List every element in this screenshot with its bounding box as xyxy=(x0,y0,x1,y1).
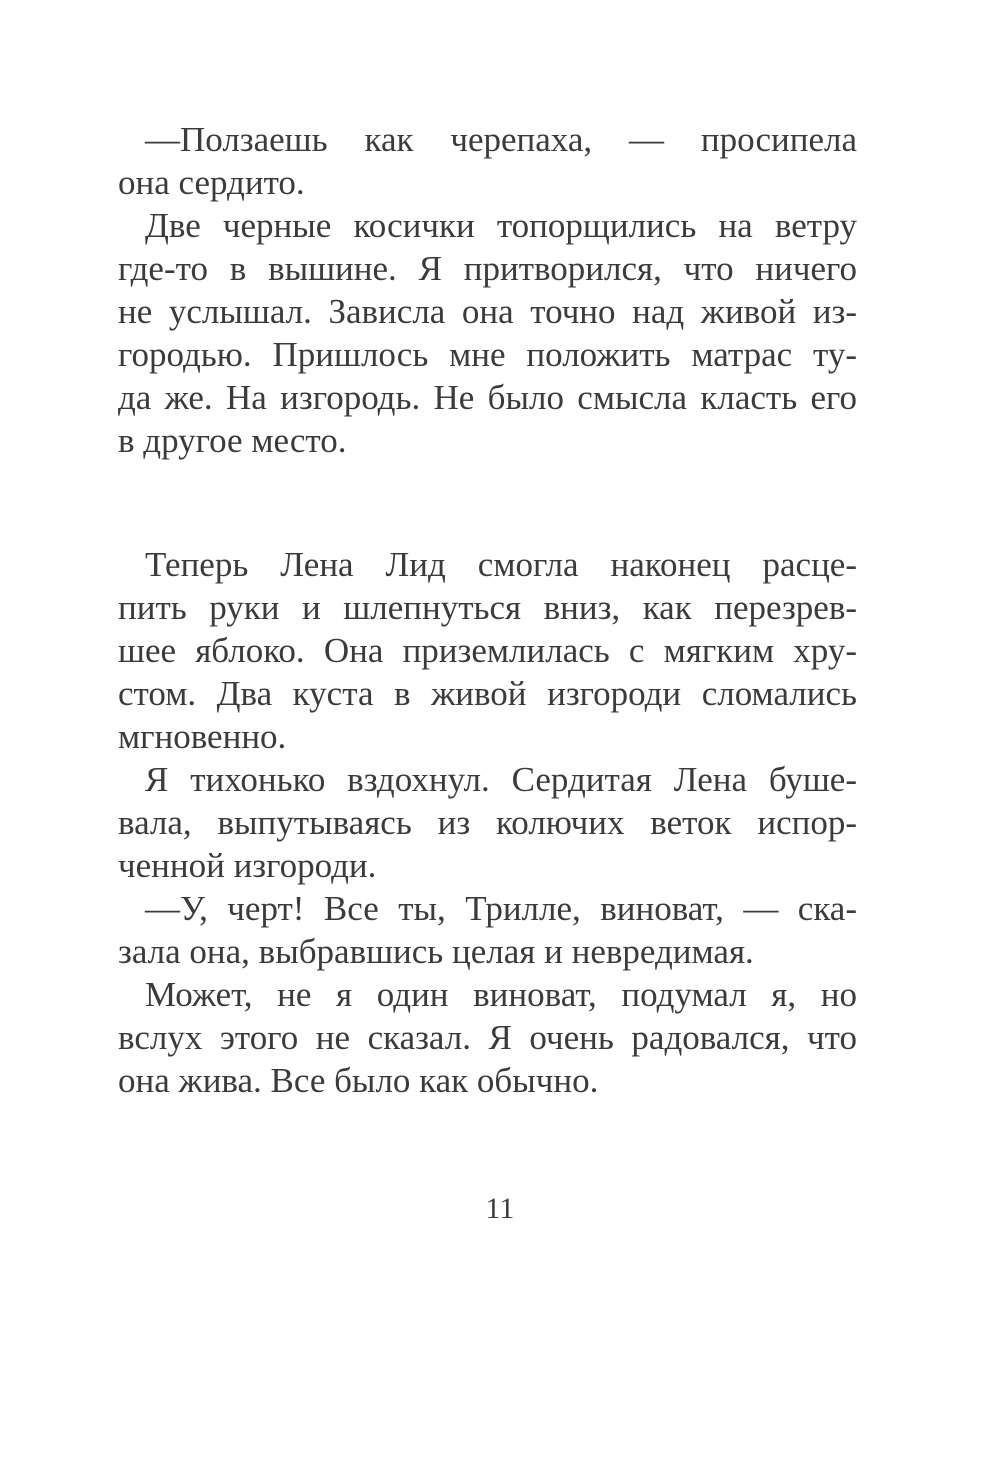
text-line: зала она, выбравшись целая и невредимая. xyxy=(118,932,754,971)
text-line: Я тихонько вздохнул. Сердитая Лена буше- xyxy=(145,760,857,799)
text-line: да же. На изгородь. Не было смысла класть его xyxy=(118,378,857,417)
text-line: —Ползаешь как черепаха, — просипела xyxy=(145,120,857,159)
text-line: где-то в вышине. Я притворился, что ничего xyxy=(118,249,857,288)
page-number: 11 xyxy=(485,1192,515,1225)
text-line: она сердито. xyxy=(118,163,305,202)
text-line: она жива. Все было как обычно. xyxy=(118,1061,599,1100)
text-line: пить руки и шлепнуться вниз, как перезрев- xyxy=(118,588,857,627)
text-line: городью. Пришлось мне положить матрас ту- xyxy=(118,335,857,374)
text-line: шее яблоко. Она приземлилась с мягким хру- xyxy=(118,631,857,670)
text-line: вслух этого не сказал. Я очень радовался, что xyxy=(118,1018,857,1057)
text-line: ченной изгороди. xyxy=(118,846,377,885)
text-line: Две черные косички топорщились на ветру xyxy=(145,206,857,245)
text-line: в другое место. xyxy=(118,421,347,460)
text-line: —У, черт! Все ты, Трилле, виноват, — ска- xyxy=(145,889,857,928)
text-line: Теперь Лена Лид смогла наконец расце- xyxy=(145,545,857,584)
text-line: мгновенно. xyxy=(118,717,287,756)
text-line: Может, не я один виноват, подумал я, но xyxy=(145,975,857,1014)
text-line: вала, выпутываясь из колючих веток испор- xyxy=(118,803,857,842)
text-line: стом. Два куста в живой изгороди сломались xyxy=(118,674,857,713)
text-line: не услышал. Зависла она точно над живой из- xyxy=(118,292,857,331)
